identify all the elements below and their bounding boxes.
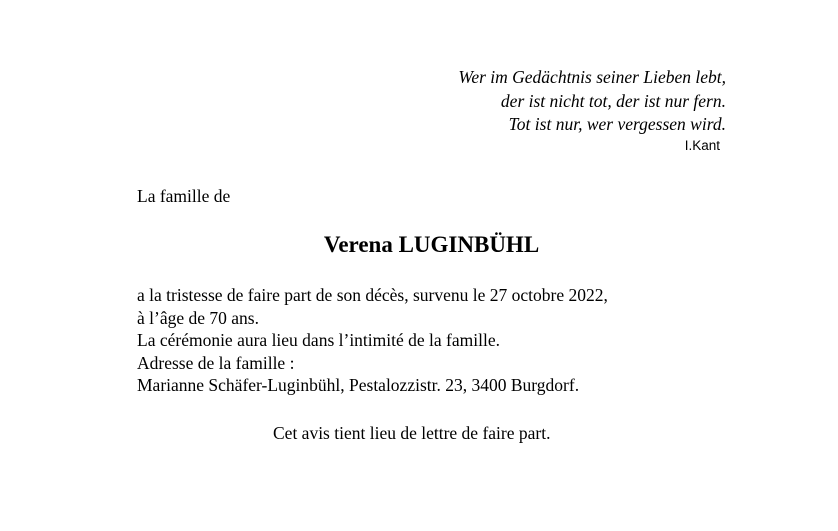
notice-body: [137, 284, 608, 397]
epigraph-author: I.Kant: [684, 138, 720, 153]
notice-line: Marianne Schäfer-Luginbühl, Pestalozzistr. 23, 3400 Burgdorf.: [137, 375, 580, 395]
notice-line: a la tristesse de faire part de son décès, survenu le 27 octobre 2022,: [137, 285, 608, 305]
notice-line: à l’âge de 70 ans.: [137, 307, 259, 328]
epigraph-line: Tot ist nur, wer vergessen wird.: [508, 114, 726, 134]
notice-line: La cérémonie aura lieu dans l’intimité de la famille.: [137, 330, 500, 350]
deceased-name: Verena LUGINBÜHL: [323, 232, 540, 257]
epigraph-quote: [458, 66, 726, 137]
epigraph-line: Wer im Gedächtnis seiner Lieben lebt,: [458, 67, 726, 87]
notice-line: Adresse de la famille :: [137, 352, 295, 373]
notice-closing: Cet avis tient lieu de lettre de faire part.: [273, 423, 551, 443]
notice-intro: La famille de: [137, 186, 231, 206]
epigraph-line: der ist nicht tot, der ist nur fern.: [500, 90, 726, 111]
